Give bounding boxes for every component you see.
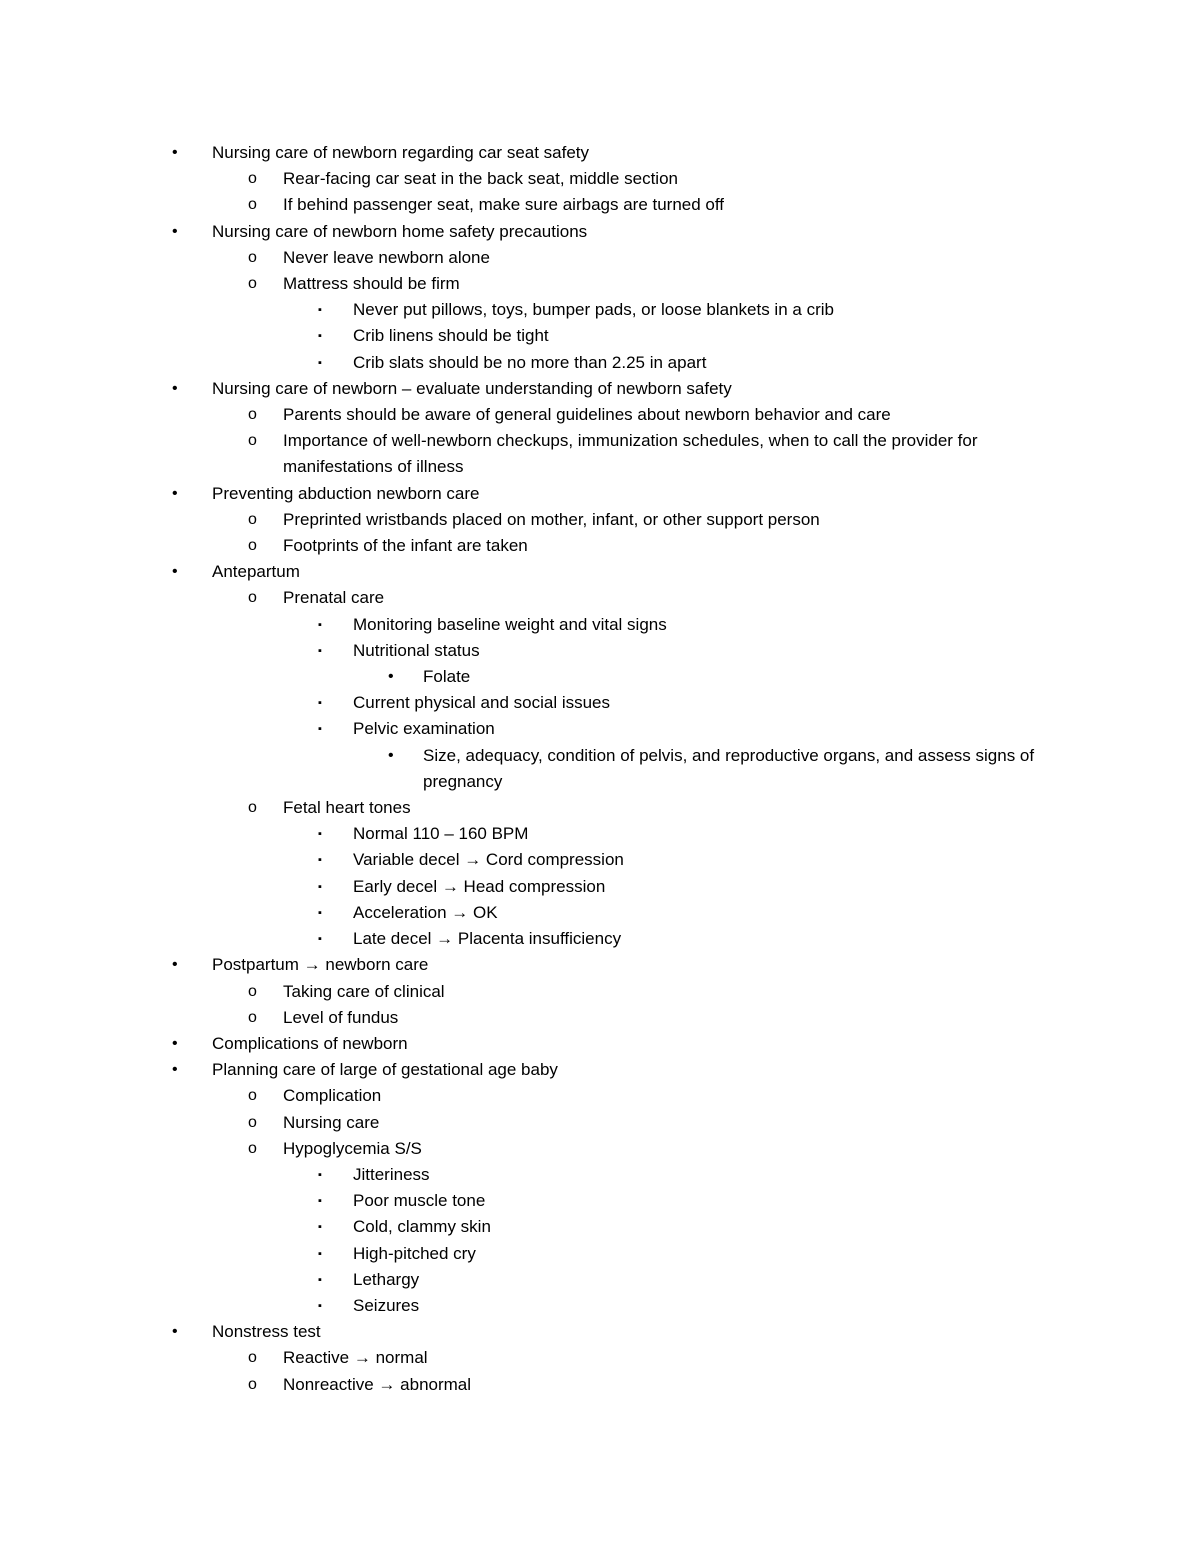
bullet-marker-icon: •	[172, 1061, 178, 1079]
bullet-marker-icon: o	[248, 1087, 257, 1105]
list-item-level-3	[0, 847, 1200, 873]
list-item-text: Normal 110 – 160 BPM	[353, 824, 529, 844]
bullet-marker-icon: •	[172, 379, 178, 397]
bullet-marker-icon: ▪	[318, 1247, 322, 1260]
list-item-level-3	[0, 1214, 1200, 1240]
bullet-marker-icon: ▪	[318, 644, 322, 657]
list-item-text: Crib linens should be tight	[353, 326, 549, 346]
list-item-text: Parents should be aware of general guidelines about newborn behavior and care	[283, 405, 891, 425]
bullet-marker-icon: o	[248, 170, 257, 188]
list-item-text: Cold, clammy skin	[353, 1217, 491, 1237]
bullet-marker-icon: ▪	[318, 304, 322, 317]
list-item-level-2	[0, 271, 1200, 297]
bullet-marker-icon: o	[248, 537, 257, 555]
list-item-level-3	[0, 1293, 1200, 1319]
bullet-marker-icon: ▪	[318, 906, 322, 919]
list-item-text: Pelvic examination	[353, 719, 495, 739]
list-item-level-3	[0, 874, 1200, 900]
bullet-marker-icon: ▪	[318, 697, 322, 710]
bullet-marker-icon: ▪	[318, 828, 322, 841]
bullet-marker-icon: ▪	[318, 618, 322, 631]
list-item-level-2	[0, 1083, 1200, 1109]
bullet-marker-icon: o	[248, 275, 257, 293]
list-item-level-1	[0, 140, 1200, 166]
list-item-level-2	[0, 1110, 1200, 1136]
bullet-marker-icon: ▪	[318, 356, 322, 369]
bullet-marker-icon: o	[248, 406, 257, 424]
list-item-level-1	[0, 1319, 1200, 1345]
list-item-text: Complication	[283, 1086, 382, 1106]
list-item-level-4	[0, 743, 1200, 795]
list-item-text: Complications of newborn	[212, 1033, 408, 1053]
list-item-text: Footprints of the infant are taken	[283, 536, 528, 556]
list-item-text: Crib slats should be no more than 2.25 in apart	[353, 352, 707, 372]
list-item-level-3	[0, 900, 1200, 926]
list-item-text: Late decel → Placenta insufficiency	[353, 929, 622, 949]
list-item-level-3	[0, 612, 1200, 638]
bullet-marker-icon: o	[248, 510, 257, 528]
list-item-level-2	[0, 402, 1200, 428]
list-item-level-2	[0, 1136, 1200, 1162]
bullet-marker-icon: ▪	[318, 723, 322, 736]
list-item-text: Nursing care	[283, 1112, 380, 1132]
bullet-marker-icon: •	[172, 1323, 178, 1341]
list-item-text: Reactive → normal	[283, 1348, 428, 1368]
list-item-level-2	[0, 245, 1200, 271]
list-item-text: Folate	[423, 667, 471, 687]
list-item-text: Monitoring baseline weight and vital signs	[353, 614, 667, 634]
list-item-level-4	[0, 664, 1200, 690]
list-item-level-3	[0, 1188, 1200, 1214]
bullet-marker-icon: •	[388, 746, 394, 764]
bullet-marker-icon: o	[248, 248, 257, 266]
list-item-level-2	[0, 1345, 1200, 1371]
list-item-text: If behind passenger seat, make sure airbags are turned off	[283, 195, 725, 215]
list-item-level-1	[0, 219, 1200, 245]
list-item-level-1	[0, 481, 1200, 507]
list-item-text: Preprinted wristbands placed on mother, infant, or other support person	[283, 509, 820, 529]
list-item-text: Lethargy	[353, 1269, 420, 1289]
bullet-marker-icon: •	[172, 144, 178, 161]
bullet-marker-icon: o	[248, 432, 257, 450]
bullet-outline	[0, 140, 1200, 1398]
list-item-level-3	[0, 926, 1200, 952]
list-item-text: Nutritional status	[353, 640, 480, 660]
list-item-text: Nursing care of newborn – evaluate understanding of newborn safety	[212, 378, 732, 398]
bullet-marker-icon: ▪	[318, 1168, 322, 1181]
bullet-marker-icon: ▪	[318, 880, 322, 893]
list-item-text: Fetal heart tones	[283, 798, 411, 818]
bullet-marker-icon: •	[388, 668, 394, 686]
list-item-text: Poor muscle tone	[353, 1191, 486, 1211]
list-item-level-1	[0, 376, 1200, 402]
bullet-marker-icon: ▪	[318, 1221, 322, 1234]
list-item-text: Never put pillows, toys, bumper pads, or loose blankets in a crib	[353, 300, 834, 320]
bullet-marker-icon: •	[172, 1034, 178, 1052]
list-item-level-1	[0, 952, 1200, 978]
list-item-level-3	[0, 297, 1200, 323]
list-item-text: Rear-facing car seat in the back seat, middle section	[283, 169, 678, 189]
list-item-text: Level of fundus	[283, 1007, 399, 1027]
list-item-level-1	[0, 1057, 1200, 1083]
list-item-text: Nonreactive → abnormal	[283, 1374, 472, 1394]
bullet-marker-icon: o	[248, 1349, 257, 1367]
list-item-level-2	[0, 795, 1200, 821]
bullet-marker-icon: o	[248, 1008, 257, 1026]
bullet-marker-icon: ▪	[318, 330, 322, 343]
list-item-text: Preventing abduction newborn care	[212, 483, 480, 503]
list-item-level-3	[0, 716, 1200, 742]
bullet-marker-icon: •	[172, 222, 178, 240]
bullet-marker-icon: •	[172, 956, 178, 974]
bullet-marker-icon: •	[172, 563, 178, 581]
bullet-marker-icon: o	[248, 1139, 257, 1157]
list-item-level-3	[0, 350, 1200, 376]
bullet-marker-icon: o	[248, 799, 257, 817]
list-item-level-2	[0, 533, 1200, 559]
list-item-level-3	[0, 638, 1200, 664]
bullet-marker-icon: ▪	[318, 933, 322, 946]
bullet-marker-icon: o	[248, 196, 257, 214]
list-item-level-1	[0, 1031, 1200, 1057]
list-item-level-2	[0, 979, 1200, 1005]
list-item-level-2	[0, 166, 1200, 192]
bullet-marker-icon: o	[248, 1375, 257, 1393]
list-item-level-2	[0, 1005, 1200, 1031]
bullet-marker-icon: o	[248, 982, 257, 1000]
list-item-level-3	[0, 1162, 1200, 1188]
list-item-level-3	[0, 323, 1200, 349]
list-item-level-2	[0, 1372, 1200, 1398]
bullet-marker-icon: ▪	[318, 1195, 322, 1208]
list-item-text: Planning care of large of gestational age baby	[212, 1060, 558, 1080]
list-item-text: Nursing care of newborn home safety precautions	[212, 221, 588, 241]
list-item-level-3	[0, 821, 1200, 847]
list-item-text: Hypoglycemia S/S	[283, 1138, 422, 1158]
list-item-level-1	[0, 559, 1200, 585]
list-item-text: Size, adequacy, condition of pelvis, and reproductive organs, and assess signs of pregnancy	[423, 745, 1035, 791]
list-item-text: Variable decel → Cord compression	[353, 850, 624, 870]
list-item-text: Jitteriness	[353, 1164, 430, 1184]
bullet-marker-icon: o	[248, 589, 257, 607]
list-item-level-3	[0, 1267, 1200, 1293]
list-item-text: Never leave newborn alone	[283, 247, 490, 267]
bullet-marker-icon: ▪	[318, 1299, 322, 1312]
bullet-marker-icon: ▪	[318, 854, 322, 867]
list-item-text: Current physical and social issues	[353, 693, 611, 713]
list-item-text: Postpartum → newborn care	[212, 955, 429, 975]
list-item-level-2	[0, 428, 1200, 480]
list-item-text: Seizures	[353, 1295, 420, 1315]
list-item-level-2	[0, 585, 1200, 611]
list-item-text: Mattress should be firm	[283, 274, 460, 294]
list-item-level-2	[0, 507, 1200, 533]
list-item-text: High-pitched cry	[353, 1243, 476, 1263]
list-item-text: Taking care of clinical	[283, 981, 445, 1001]
bullet-marker-icon: o	[248, 1113, 257, 1131]
list-item-text: Importance of well-newborn checkups, immunization schedules, when to call the provider for manifestations of illness	[283, 431, 978, 477]
list-item-text: Nursing care of newborn regarding car seat safety	[212, 143, 590, 162]
document-page	[0, 140, 1200, 1398]
list-item-text: Acceleration → OK	[353, 902, 498, 922]
bullet-marker-icon: •	[172, 484, 178, 502]
list-item-text: Antepartum	[212, 562, 300, 582]
list-item-level-3	[0, 1241, 1200, 1267]
list-item-text: Early decel → Head compression	[353, 876, 606, 896]
list-item-text: Nonstress test	[212, 1322, 321, 1342]
list-item-level-2	[0, 192, 1200, 218]
list-item-level-3	[0, 690, 1200, 716]
list-item-text: Prenatal care	[283, 588, 385, 608]
bullet-marker-icon: ▪	[318, 1273, 322, 1286]
